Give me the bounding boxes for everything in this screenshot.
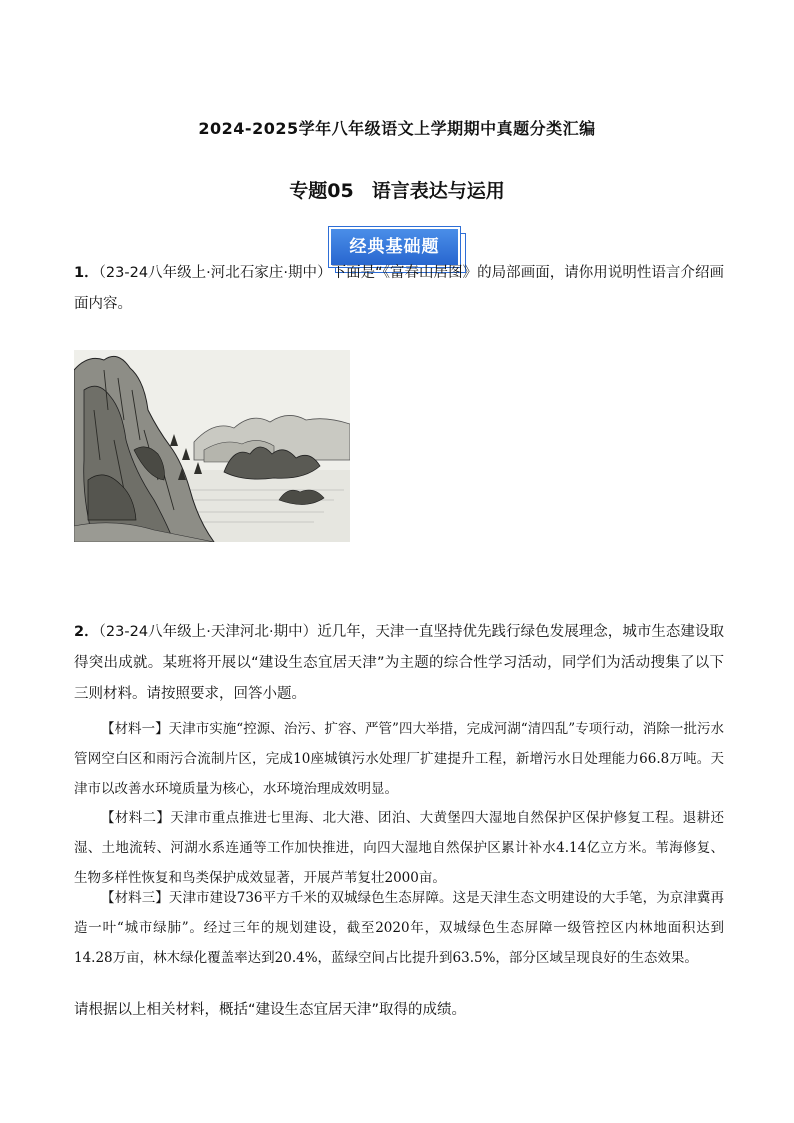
document-title: 2024-2025学年八年级语文上学期期中真题分类汇编: [198, 119, 596, 138]
topic-name: 语言表达与运用: [371, 180, 505, 202]
topic-title: [0, 176, 794, 203]
material-2-label: 【材料二】: [101, 810, 171, 826]
material-1-label: 【材料一】: [101, 721, 169, 737]
topic-number: 专题05: [289, 180, 354, 202]
material-1-text: 天津市实施“控源、治污、扩容、严管”四大举措，完成河湖“清四乱”专项行动，消除一批污水管网空白区和雨污合流制片区，完成10座城镇污水处理厂扩建提升工程，新增污水日处理能力66.8万吨。天津市以改善水环境质量为核心，水环境治理成效明显。: [74, 721, 725, 797]
question-2-number: 2．: [74, 624, 99, 640]
question-2: [74, 617, 724, 710]
material-1: [74, 714, 724, 804]
landscape-painting-image: [74, 350, 350, 542]
question-2-text: （23-24八年级上·天津河北·期中）近几年，天津一直坚持优先践行绿色发展理念，城市生态建设取得突出成就。某班将开展以“建设生态宜居天津”为主题的综合性学习活动，同学们为活动搜集了以下三则材料。请按照要求，回答小题。: [74, 624, 724, 702]
material-3-label: 【材料三】: [101, 890, 169, 906]
material-2: [74, 803, 724, 893]
question-2-instruction: 请根据以上相关材料，概括“建设生态宜居天津”取得的成绩。: [74, 1002, 467, 1018]
material-3-text: 天津市建设736平方千米的双城绿色生态屏障。这是天津生态文明建设的大手笔，为京津冀再造一叶“城市绿肺”。经过三年的规划建设，截至2020年，双城绿色生态屏障一级管控区内林地面积达到14.28万亩，林木绿化覆盖率达到20.4%，蓝绿空间占比提升到63.5%，部分区域呈现良好的生态效果。: [74, 890, 724, 966]
material-3: [74, 883, 724, 973]
material-2-text: 天津市重点推进七里海、北大港、团泊、大黄堡四大湿地自然保护区保护修复工程。退耕还湿、土地流转、河湖水系连通等工作加快推进，向四大湿地自然保护区累计补水4.14亿立方米。苇海修复、生物多样性恢复和鸟类保护成效显著，开展芦苇复壮2000亩。: [74, 810, 725, 886]
question-1-number: 1．: [74, 265, 99, 281]
question-1-text: （23-24八年级上·河北石家庄·期中）下面是“《富春山居图》的局部画面，请你用说明性语言介绍画面内容。: [74, 265, 724, 312]
badge-label: 经典基础题: [329, 227, 460, 267]
question-1: [74, 258, 724, 320]
landscape-painting-illustration: [74, 350, 350, 542]
